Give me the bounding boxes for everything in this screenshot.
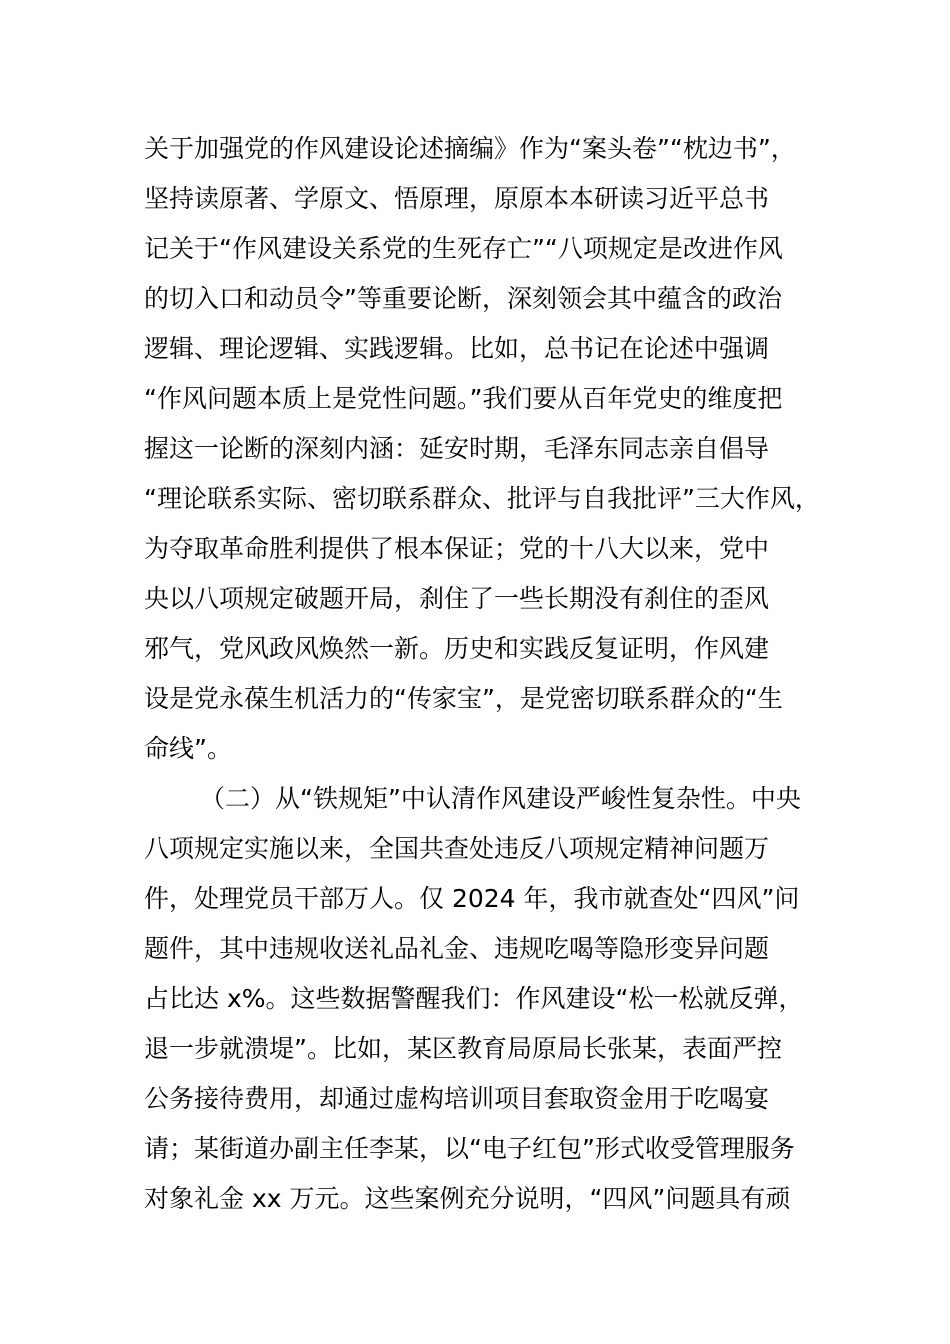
text-line: 命线”。 bbox=[144, 734, 232, 763]
text-line: 记关于“作风建设关系党的生死存亡”“八项规定是改进作风 bbox=[144, 234, 783, 263]
body-text bbox=[144, 124, 844, 1224]
text-line: 握这一论断的深刻内涵：延安时期，毛泽东同志亲自倡导 bbox=[144, 434, 770, 463]
text-line: 占比达 x%。这些数据警醒我们：作风建设“松一松就反弹， bbox=[144, 984, 804, 1013]
text-line: 八项规定实施以来，全国共查处违反八项规定精神问题万 bbox=[144, 834, 770, 863]
text-line: 题件，其中违规收送礼品礼金、违规吃喝等隐形变异问题 bbox=[144, 934, 770, 963]
text-line: 设是党永葆生机活力的“传家宝”，是党密切联系群众的“生 bbox=[144, 684, 783, 713]
text-line: 件，处理党员干部万人。仅 2024 年，我市就查处“四风”问 bbox=[144, 884, 800, 913]
section-heading-line: （二）从“铁规矩”中认清作风建设严峻性复杂性。中央 bbox=[200, 784, 801, 813]
text-line: 逻辑、理论逻辑、实践逻辑。比如，总书记在论述中强调 bbox=[144, 334, 770, 363]
text-line: 请；某街道办副主任李某，以“电子红包”形式收受管理服务 bbox=[144, 1134, 795, 1163]
text-line: “理论联系实际、密切联系群众、批评与自我批评”三大作风， bbox=[144, 484, 820, 513]
text-line: 央以八项规定破题开局，刹住了一些长期没有刹住的歪风 bbox=[144, 584, 770, 613]
text-line: “作风问题本质上是党性问题。”我们要从百年党史的维度把 bbox=[144, 384, 783, 413]
text-line: 坚持读原著、学原文、悟原理，原原本本研读习近平总书 bbox=[144, 184, 770, 213]
text-line: 退一步就溃堤”。比如，某区教育局原局长张某，表面严控 bbox=[144, 1034, 782, 1063]
text-line: 为夺取革命胜利提供了根本保证；党的十八大以来，党中 bbox=[144, 534, 770, 563]
text-line: 公务接待费用，却通过虚构培训项目套取资金用于吃喝宴 bbox=[144, 1084, 770, 1113]
text-line: 关于加强党的作风建设论述摘编》作为“案头卷”“枕边书”， bbox=[144, 134, 796, 163]
text-line: 的切入口和动员令”等重要论断，深刻领会其中蕴含的政治 bbox=[144, 284, 782, 313]
text-line: 邪气，党风政风焕然一新。历史和实践反复证明，作风建 bbox=[144, 634, 770, 663]
text-line: 对象礼金 xx 万元。这些案例充分说明，“四风”问题具有顽 bbox=[144, 1184, 791, 1213]
